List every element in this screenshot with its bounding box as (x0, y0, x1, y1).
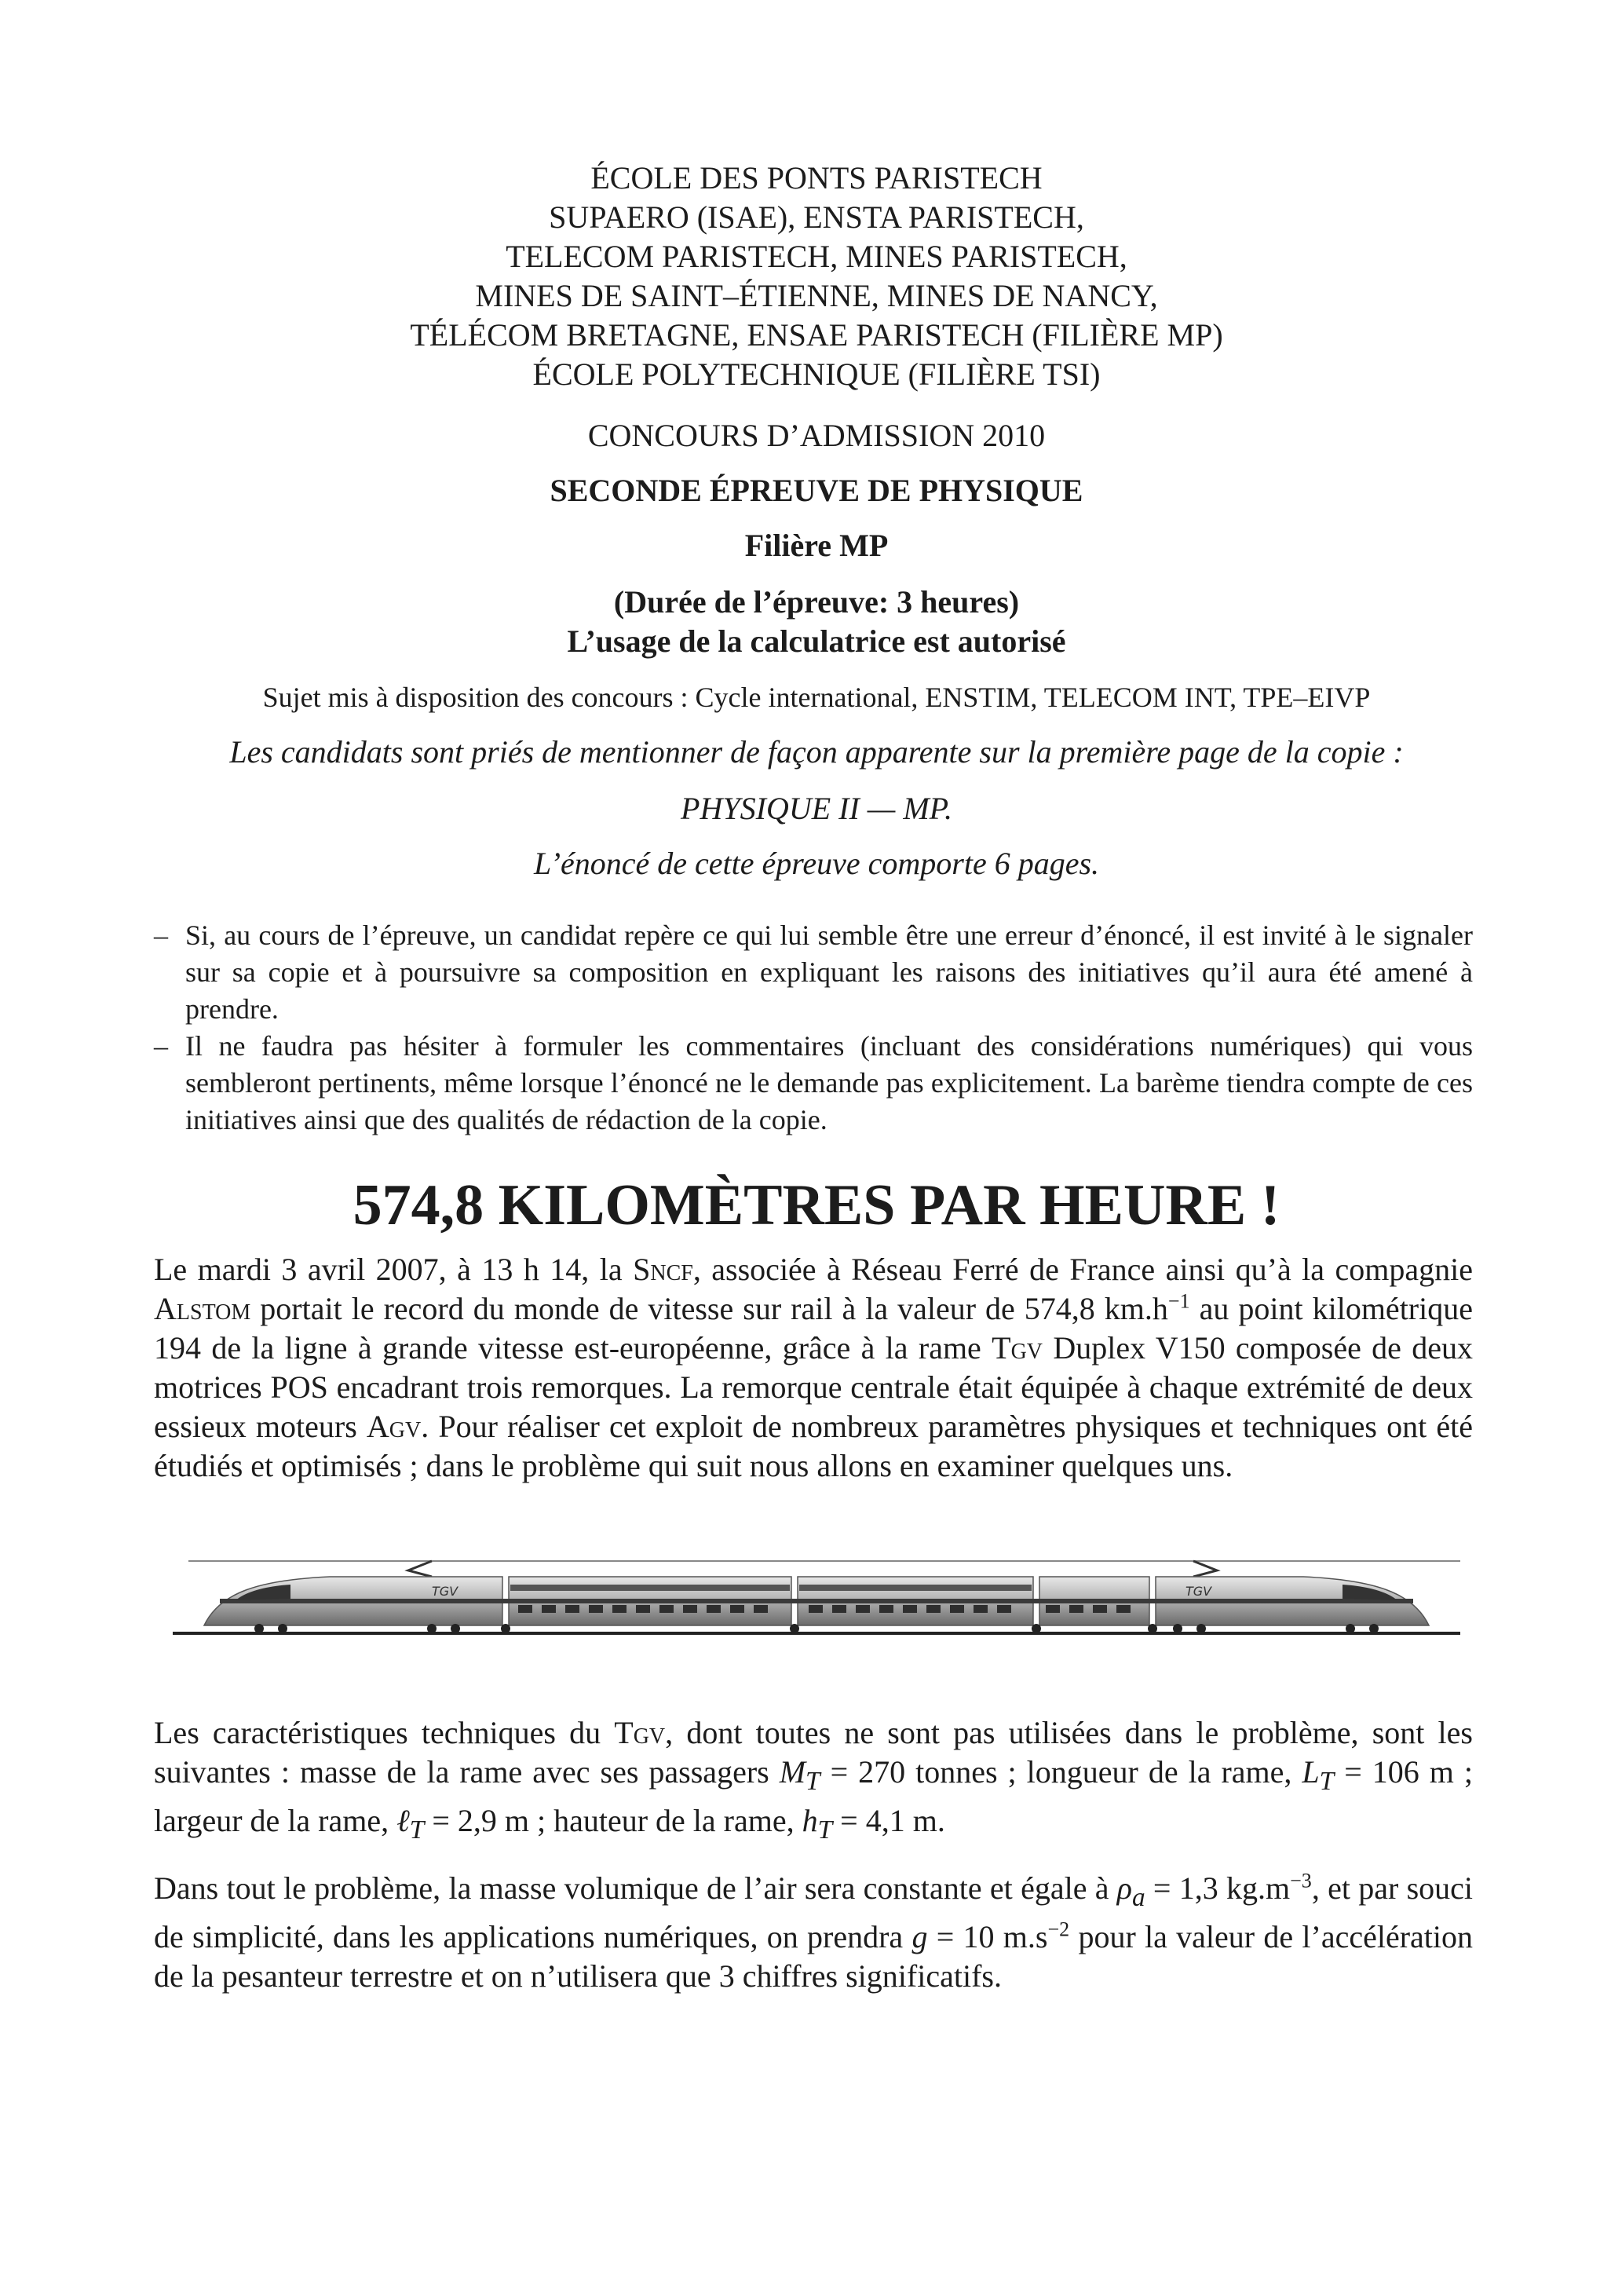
duree-text: (Durée de l’épreuve: 3 heures) (613, 584, 1020, 620)
alstom-name: Alstom (154, 1291, 251, 1326)
sncf-name: Sncf (633, 1252, 693, 1287)
rho-symbol: ρ (1116, 1870, 1132, 1906)
copie-label: PHYSIQUE II — MP. (681, 791, 952, 826)
caracteristiques-paragraph: Les caractéristiques techniques du Tgv, dont toutes ne sont pas utilisées dans le problème, sont les suivantes : masse de la rame avec ses passagers $M_T = 270$ tonnes ; longueur de la rame, $L_T = 106$ m ; largeur de la rame, ℓ$_T$ = 2,9 m ; hauteur de la rame, $h_T = 4,1$ m. (154, 1715, 1473, 1844)
instruction-item (154, 1028, 1473, 1139)
school-line: MINES DE SAINT–ÉTIENNE, MINES DE NANCY, (475, 278, 1158, 313)
instruction-text: Il ne faudra pas hésiter à formuler les commentaires (incluant des considérations numériques) qui vous sembleront pertinents, même lorsque l’énoncé ne le demande pas explicitement. La barème tiendra compte de ces initiatives ainsi que des qualités de rédaction de la copie. (185, 1030, 1473, 1135)
concours-line: CONCOURS D’ADMISSION 2010 (587, 418, 1046, 453)
tgv-train-illustration (173, 1553, 1460, 1640)
school-header (157, 159, 1476, 394)
hypotheses-paragraph: Dans tout le problème, la masse volumique de l’air sera constante et égale à $\rho_a = 1,3$ $kg.m^{-3}$, et par souci de simplicité, dans les applications numériques, on prendra g = 10 $m.s^{-2}$ pour la valeur de l’accélération de la pesanteur terrestre et on n’utilisera que 3 chiffres significatifs. (154, 1869, 1474, 1994)
pages-note: L’énoncé de cette épreuve comporte 6 pages. (533, 846, 1100, 881)
filiere-label: Filière MP (744, 528, 889, 563)
school-line: TELECOM PARISTECH, MINES PARISTECH, (506, 239, 1127, 274)
instruction-item (154, 917, 1473, 1028)
agv-name: Agv (366, 1409, 422, 1444)
tgv-name: Tgv (992, 1330, 1043, 1366)
calculatrice-text: L’usage de la calculatrice est autorisé (567, 623, 1066, 659)
bullet-dash: – (154, 1030, 168, 1062)
school-line: TÉLÉCOM BRETAGNE, ENSAE PARISTECH (FILIÈRE MP) (410, 317, 1223, 353)
school-line: ÉCOLE DES PONTS PARISTECH (590, 160, 1043, 196)
tgv-logo-left: TGV (432, 1584, 458, 1599)
sujet-line: Sujet mis à disposition des concours : Cycle international, ENSTIM, TELECOM INT, TPE–EIVP (262, 682, 1371, 713)
length-symbol: L (1302, 1754, 1320, 1790)
instruction-text: Si, au cours de l’épreuve, un candidat repère ce qui lui semble être une erreur d’énoncé, il est invité à le signaler sur sa copie et à poursuivre sa composition en expliquant les raisons des initiatives qu’il aura été amené à prendre. (185, 919, 1473, 1025)
bullet-dash: – (154, 919, 168, 951)
candidats-note: Les candidats sont priés de mentionner de façon apparente sur la première page de la copie : (229, 734, 1404, 770)
height-symbol: h (802, 1803, 818, 1838)
duree-block (157, 583, 1476, 661)
tgv-logo-right: TGV (1185, 1584, 1212, 1599)
epreuve-title: SECONDE ÉPREUVE DE PHYSIQUE (550, 473, 1083, 508)
mass-symbol: M (779, 1754, 806, 1790)
tgv-name: Tgv (614, 1715, 666, 1750)
instructions-list (154, 917, 1473, 1139)
width-symbol: ℓ (396, 1803, 410, 1838)
school-line: SUPAERO (ISAE), ENSTA PARISTECH, (549, 199, 1084, 235)
problem-title: 574,8 KILOMÈTRES PAR HEURE ! (353, 1173, 1280, 1238)
intro-paragraph: Le mardi 3 avril 2007, à 13 h 14, la Sncf, associée à Réseau Ferré de France ainsi qu’à la compagnie Alstom portait le record du monde de vitesse sur rail à la valeur de 574,8 $km.h^{-1}$ au point kilométrique 194 de la ligne à grande vitesse est-européenne, grâce à la rame Tgv Duplex V150 composée de deux motrices POS encadrant trois remorques. La remorque centrale était équipée à chaque extrémité de deux essieux moteurs Agv. Pour réaliser cet exploit de nombreux paramètres physiques et techniques ont été étudiés et optimisés ; dans le problème qui suit nous allons en examiner quelques uns. (154, 1252, 1474, 1483)
g-symbol: g (911, 1919, 928, 1954)
school-line: ÉCOLE POLYTECHNIQUE (FILIÈRE TSI) (532, 356, 1101, 392)
